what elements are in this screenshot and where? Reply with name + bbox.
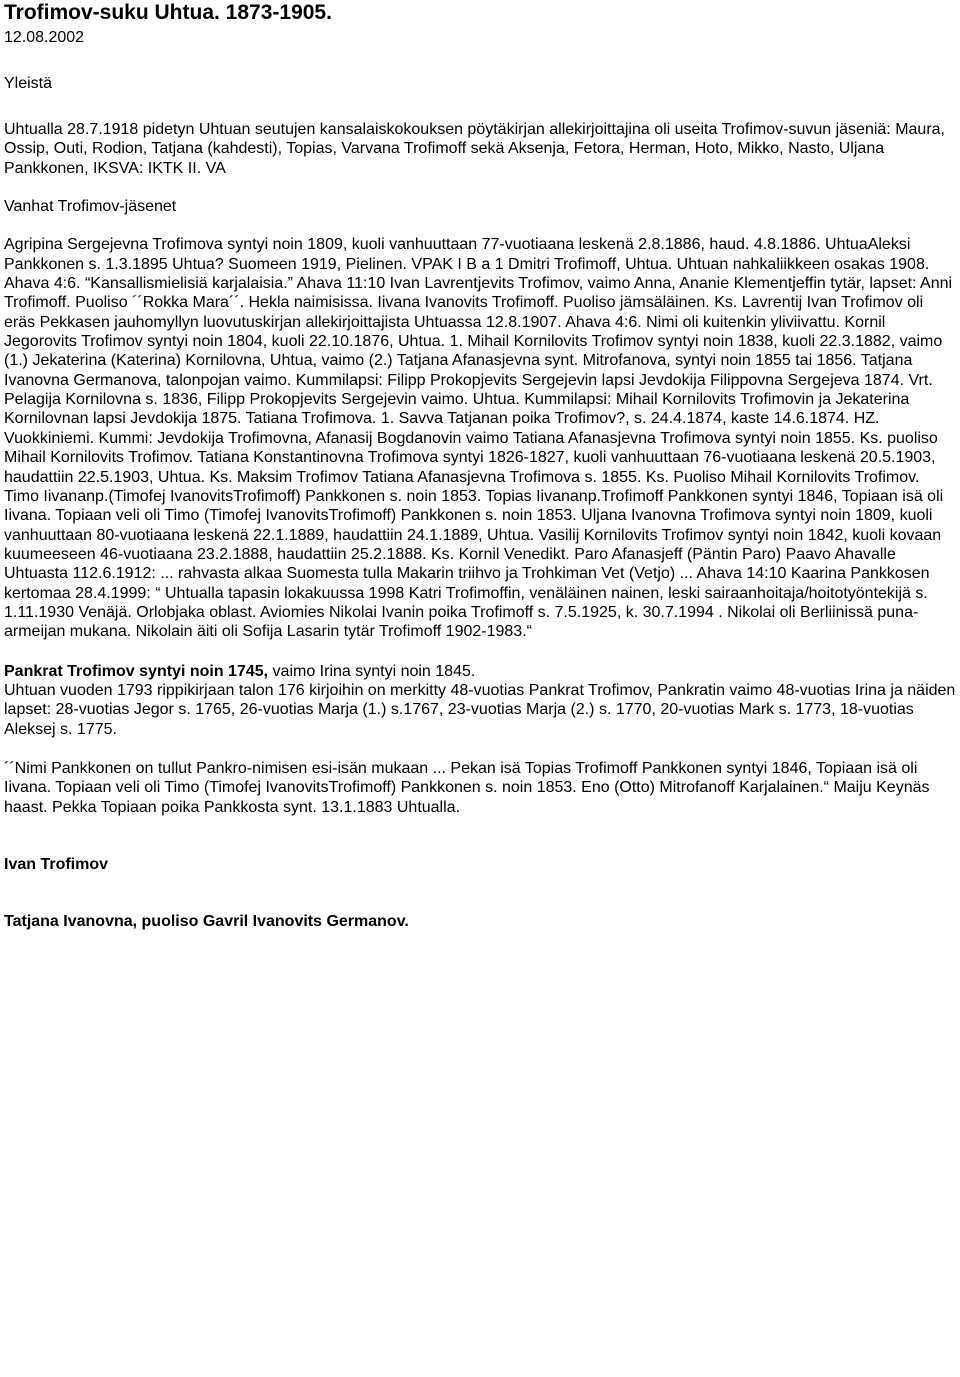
section-old-members-heading: Vanhat Trofimov-jäsenet xyxy=(4,198,177,216)
document-page xyxy=(4,0,956,932)
pankrat-heading-rest: vaimo Irina syntyi noin 1845. xyxy=(268,662,476,680)
pankrat-paragraph: Uhtuan vuoden 1793 rippikirjaan talon 176 kirjoihin on merkitty 48-vuotias Pankrat Trofimov, Pankratin vaimo 48-vuotias Irina ja näiden lapset: 28-vuotias Jegor s. 1765, 26-vuotias Marja (1.) s.1767, 23-vuotias Marja (2.) s. 1770, 20-vuotias Mark s. 1773, 18-vuotias Aleksej s. 1775. xyxy=(4,681,956,738)
ivan-trofimov-heading: Ivan Trofimov xyxy=(4,856,109,873)
section-general-heading: Yleistä xyxy=(4,75,53,92)
pankrat-heading-bold: Pankrat Trofimov syntyi noin 1745, xyxy=(4,662,269,680)
document-title: Trofimov-suku Uhtua. 1873-1905. xyxy=(4,1,332,24)
pankrat-heading xyxy=(4,662,956,681)
intro-paragraph: Uhtualla 28.7.1918 pidetyn Uhtuan seutujen kansalaiskokouksen pöytäkirjan allekirjoittajina oli useita Trofimov-suvun jäseniä: Maura, Ossip, Outi, Rodion, Tatjana (kahdesti), Topias, Varvana Trofimoff sekä Aksenja, Fetora, Herman, Hoto, Mikko, Nasto, Uljana Pankkonen, IKSVA: IKTK II. VA xyxy=(4,121,945,177)
tatjana-ivanovna-heading: Tatjana Ivanovna, puoliso Gavril Ivanovits Germanov. xyxy=(4,913,409,931)
document-date: 12.08.2002 xyxy=(4,29,85,46)
pankkonen-note-paragraph: ´´Nimi Pankkonen on tullut Pankro-nimisen esi-isän mukaan ... Pekan isä Topias Trofimoff Pankkonen syntyi 1846, Topiaan isä oli Iivana. Topiaan veli oli Timo (Timofej IvanovitsTrofimoff) Pankkonen s. noin 1853. Eno (Otto) Mitrofanoff Karjalainen.“ Maiju Keynäs haast. Pekka Topiaan poika Pankkosta synt. 13.1.1883 Uhtualla. xyxy=(4,759,930,816)
old-members-paragraph: Agripina Sergejevna Trofimova syntyi noin 1809, kuoli vanhuuttaan 77-vuotiaana leskenä 2.8.1886, haud. 4.8.1886. UhtuaAleksi Pankkonen s. 1.3.1895 Uhtua? Suomeen 1919, Pielinen. VPAK I B a 1 Dmitri Trofimoff, Uhtua. Uhtuan nahkaliikkeen osakas 1908. Ahava 4:6. “Kansallismielisiä karjalaisia.” Ahava 11:10 Ivan Lavrentjevits Trofimov, vaimo Anna, Ananie Klementjeffin tytär, lapset: Anni Trofimoff. Puoliso ´´Rokka Mara´´. Hekla naimisissa. Iivana Ivanovits Trofimoff. Puoliso jämsäläinen. Ks. Lavrentij Ivan Trofimov oli eräs Pekkasen jauhomyllyn luovutuskirjan allekirjoittajista Uhtuassa 12.8.1907. Ahava 4:6. Nimi oli kuitenkin yliviivattu. Kornil Jegorovits Trofimov syntyi noin 1804, kuoli 22.10.1876, Uhtua. 1. Mihail Kornilovits Trofimov syntyi noin 1838, kuoli 22.3.1882, vaimo (1.) Jekaterina (Katerina) Kornilovna, Uhtua, vaimo (2.) Tatjana Afanasjevna synt. Mitrofanova, syntyi noin 1855 tai 1856. Tatjana Ivanovna Germanova, talonpojan vaimo. Kummilapsi: Filipp Prokopjevits Sergejevin lapsi Jevdokija Filippovna Sergejeva 1874. Vrt. Pelagija Kornilovna s. 1836, Filipp Prokopjevits Sergejevin vaimo. Uhtua. Kummilapsi: Mihail Kornilovits Trofimovin ja Jekaterina Kornilovnan lapsi Jevdokija 1875. Tatiana Trofimova. 1. Savva Tatjanan poika Trofimov?, s. 24.4.1874, kaste 14.6.1874. HZ. Vuokkiniemi. Kummi: Jevdokija Trofimovna, Afanasij Bogdanovin vaimo Tatiana Afanasjevna Trofimova syntyi noin 1855. Ks. puoliso Mihail Kornilovits Trofimov. Tatiana Konstantinovna Trofimova syntyi 1826-1827, kuoli vanhuuttaan 76-vuotiaana leskenä 20.5.1903, haudattiin 22.5.1903, Uhtua. Ks. Maksim Trofimov Tatiana Afanasjevna Trofimova s. 1855. Ks. Puoliso Mihail Kornilovits Trofimov. Timo Iivananp.(Timofej IvanovitsTrofimoff) Pankkonen s. noin 1853. Topias Iivananp.Trofimoff Pankkonen syntyi 1846, Topiaan isä oli Iivana. Topiaan veli oli Timo (Timofej IvanovitsTrofimoff) Pankkonen s. noin 1853. Uljana Ivanovna Trofimova syntyi noin 1809, kuoli vanhuuttaan 80-vuotiaana leskenä 22.1.1889, haudattiin 24.1.1889, Uhtua. Vasilij Kornilovits Trofimov syntyi noin 1842, kuoli kovaan kuumeeseen 46-vuotiaana 23.2.1888, haudattiin 25.2.1888. Ks. Kornil Venedikt. Paro Afanasjeff (Päntin Paro) Paavo Ahavalle Uhtuasta 112.6.1912: ... rahvasta alkaa Suomesta tulla Makarin triihvo ja Trohkiman Vet (Vetjo) ... Ahava 14:10 Kaarina Pankkosen kertomaa 28.4.1999: “ Uhtualla tapasin lokakuussa 1998 Katri Trofimoffin, venäläinen nainen, leski sairaanhoitaja/hoitotyöntekijä s. 1.11.1930 Venäjä. Orlobjaka oblast. Aviomies Nikolai Ivanin poika Trofimoff s. 7.5.1925, k. 30.7.1994 . Nikolai oli Berliinissä puna-armeijan mukana. Nikolain äiti oli Sofija Lasarin tytär Trofimoff 1902-1983.“ xyxy=(4,236,953,641)
